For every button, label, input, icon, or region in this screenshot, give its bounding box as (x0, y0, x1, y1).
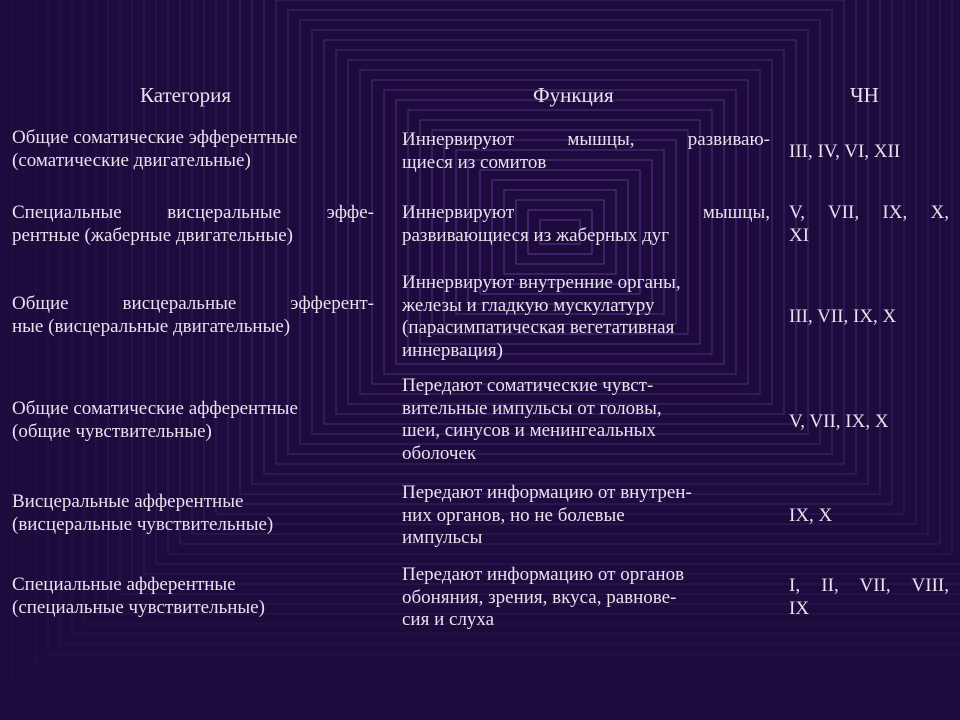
row-5-category: Висцеральные афферентные (висцеральные чувствительные) (12, 491, 274, 535)
row-2-category: Специальные висцеральные эффе- рентные (жаберные двигательные) (12, 202, 374, 246)
row-6-category: Специальные афферентные (специальные чувствительные) (12, 574, 265, 618)
row-3-nerves: III, VII, IX, X (789, 306, 897, 327)
header-category: Категория (140, 83, 231, 107)
row-3-function: Иннервируют внутренние органы, железы и гладкую мускулатуру (парасимпатическая вегетативная иннервация) (402, 272, 681, 361)
row-2-nerves: V, VII, IX, X, XI (789, 202, 949, 246)
row-1-category: Общие соматические эфферентные (соматические двигательные) (12, 127, 298, 171)
header-function: Функция (533, 83, 614, 107)
row-6-function: Передают информацию от органов обоняния, зрения, вкуса, равнове- сия и слуха (402, 564, 685, 630)
header-cranial-nerves: ЧН (850, 83, 879, 107)
row-5-function: Передают информацию от внутрен- них органов, но не болевые импульсы (402, 482, 692, 548)
row-1-nerves: III, IV, VI, XII (789, 141, 901, 162)
row-4-nerves: V, VII, IX, X (789, 411, 889, 432)
row-5-nerves: IX, X (789, 505, 833, 526)
row-2-function: Иннервируют мышцы, развивающиеся из жаберных дуг (402, 202, 770, 246)
row-1-function: Иннервируют мышцы, развиваю- щиеся из сомитов (402, 129, 770, 173)
row-3-category: Общие висцеральные эфферент- ные (висцеральные двигательные) (12, 293, 374, 337)
row-4-function: Передают соматические чувст- вительные импульсы от головы, шеи, синусов и менингеальных оболочек (402, 375, 662, 464)
row-4-category: Общие соматические афферентные (общие чувствительные) (12, 398, 298, 442)
row-6-nerves: I, II, VII, VIII, IX (789, 575, 949, 619)
